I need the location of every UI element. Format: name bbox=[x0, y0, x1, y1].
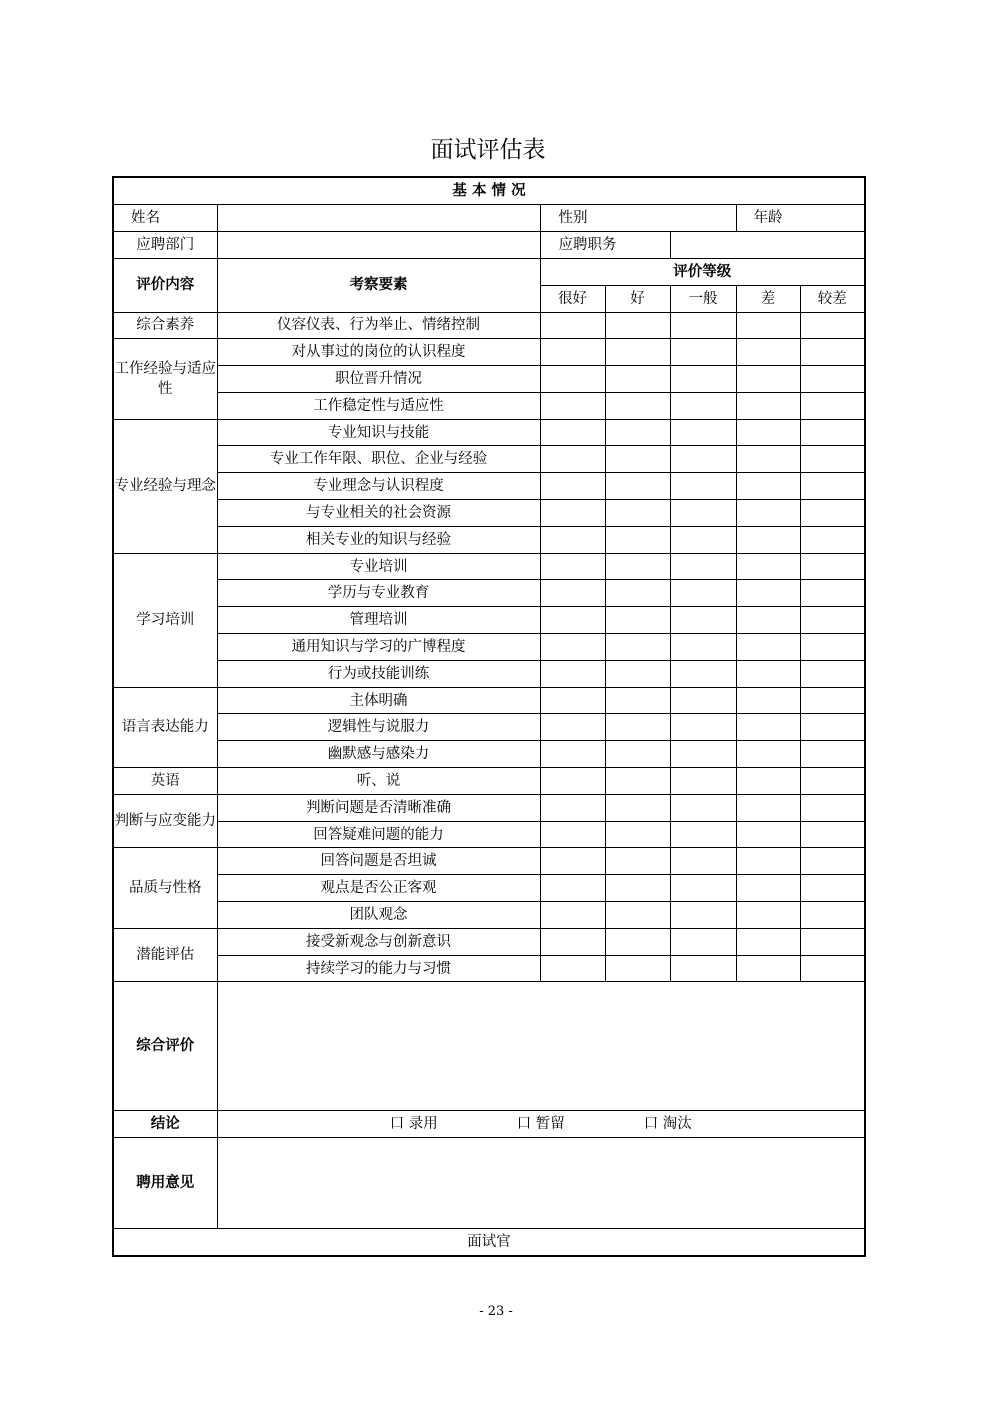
grade-cell-poor bbox=[736, 634, 800, 661]
grade-cell-very-good bbox=[540, 821, 605, 848]
grade-cell-poor bbox=[736, 339, 800, 366]
grade-cell-average bbox=[670, 473, 736, 500]
category-cell: 综合素养 bbox=[113, 312, 217, 339]
option-hold: 口 暂留 bbox=[516, 1116, 565, 1133]
grade-cell-very-good bbox=[540, 580, 605, 607]
factor-cell: 工作稳定性与适应性 bbox=[217, 392, 540, 419]
grade-cell-good bbox=[605, 500, 670, 527]
grade-cell-good bbox=[605, 714, 670, 741]
grade-cell-good bbox=[605, 660, 670, 687]
grade-cell-average bbox=[670, 500, 736, 527]
grade-cell-fairly-poor bbox=[800, 875, 865, 902]
category-cell: 语言表达能力 bbox=[113, 687, 217, 767]
grade-cell-very-good bbox=[540, 366, 605, 393]
grade-cell-fairly-poor bbox=[800, 419, 865, 446]
grade-cell-very-good bbox=[540, 902, 605, 929]
table-row bbox=[113, 928, 865, 955]
table-row bbox=[113, 392, 865, 419]
grade-cell-good bbox=[605, 473, 670, 500]
grade-header-fairly-poor: 较差 bbox=[800, 285, 865, 312]
grade-cell-average bbox=[670, 875, 736, 902]
grade-cell-average bbox=[670, 687, 736, 714]
grade-cell-very-good bbox=[540, 312, 605, 339]
grade-cell-average bbox=[670, 339, 736, 366]
table-row bbox=[113, 446, 865, 473]
name-label: 姓名 bbox=[113, 204, 217, 231]
category-cell: 英语 bbox=[113, 768, 217, 795]
grade-cell-poor bbox=[736, 741, 800, 768]
factor-cell: 团队观念 bbox=[217, 902, 540, 929]
table-row bbox=[113, 741, 865, 768]
option-reject: 口 淘汰 bbox=[643, 1116, 692, 1133]
factor-cell: 接受新观念与创新意识 bbox=[217, 928, 540, 955]
grade-cell-poor bbox=[736, 526, 800, 553]
grade-cell-good bbox=[605, 741, 670, 768]
hiring-opinion-row bbox=[113, 1138, 865, 1229]
grade-cell-fairly-poor bbox=[800, 500, 865, 527]
grade-cell-good bbox=[605, 634, 670, 661]
grade-cell-very-good bbox=[540, 955, 605, 982]
factor-cell: 学历与专业教育 bbox=[217, 580, 540, 607]
grade-cell-good bbox=[605, 312, 670, 339]
summary-value-cell bbox=[217, 982, 865, 1111]
table-row bbox=[113, 473, 865, 500]
factor-cell: 相关专业的知识与经验 bbox=[217, 526, 540, 553]
table-row bbox=[113, 687, 865, 714]
factor-cell: 职位晋升情况 bbox=[217, 366, 540, 393]
summary-label: 综合评价 bbox=[113, 982, 217, 1111]
factor-cell: 回答问题是否坦诚 bbox=[217, 848, 540, 875]
factor-cell: 专业知识与技能 bbox=[217, 419, 540, 446]
grade-cell-very-good bbox=[540, 526, 605, 553]
grade-cell-poor bbox=[736, 902, 800, 929]
grade-cell-good bbox=[605, 955, 670, 982]
grade-cell-very-good bbox=[540, 687, 605, 714]
category-cell: 潜能评估 bbox=[113, 928, 217, 982]
grade-cell-poor bbox=[736, 928, 800, 955]
grade-cell-fairly-poor bbox=[800, 687, 865, 714]
conclusion-row bbox=[113, 1111, 865, 1138]
grade-cell-fairly-poor bbox=[800, 955, 865, 982]
table-row bbox=[113, 634, 865, 661]
grade-cell-poor bbox=[736, 607, 800, 634]
table-row bbox=[113, 339, 865, 366]
grade-cell-very-good bbox=[540, 660, 605, 687]
grade-cell-fairly-poor bbox=[800, 392, 865, 419]
grade-cell-very-good bbox=[540, 848, 605, 875]
factor-cell: 幽默感与感染力 bbox=[217, 741, 540, 768]
grade-cell-poor bbox=[736, 553, 800, 580]
page-title: 面试评估表 bbox=[430, 137, 546, 163]
option-hire: 口 录用 bbox=[389, 1116, 438, 1133]
factor-cell: 听、说 bbox=[217, 768, 540, 795]
factor-cell: 专业培训 bbox=[217, 553, 540, 580]
grade-cell-fairly-poor bbox=[800, 634, 865, 661]
page-number: - 23 - bbox=[479, 1304, 513, 1319]
category-cell: 专业经验与理念 bbox=[113, 419, 217, 553]
grade-cell-very-good bbox=[540, 875, 605, 902]
conclusion-options bbox=[217, 1111, 865, 1138]
grade-cell-good bbox=[605, 339, 670, 366]
grade-cell-average bbox=[670, 794, 736, 821]
grade-cell-average bbox=[670, 714, 736, 741]
grade-cell-very-good bbox=[540, 607, 605, 634]
factor-cell: 持续学习的能力与习惯 bbox=[217, 955, 540, 982]
grade-cell-average bbox=[670, 634, 736, 661]
grade-cell-fairly-poor bbox=[800, 473, 865, 500]
grade-cell-good bbox=[605, 848, 670, 875]
grade-cell-poor bbox=[736, 794, 800, 821]
gender-label: 性别 bbox=[540, 204, 736, 231]
grade-cell-average bbox=[670, 392, 736, 419]
grade-cell-very-good bbox=[540, 392, 605, 419]
header-row-top bbox=[113, 258, 865, 285]
grade-cell-good bbox=[605, 768, 670, 795]
table-row bbox=[113, 902, 865, 929]
table-row bbox=[113, 660, 865, 687]
grade-cell-good bbox=[605, 607, 670, 634]
table-row bbox=[113, 848, 865, 875]
interviewer-label: 面试官 bbox=[113, 1229, 865, 1256]
category-cell: 学习培训 bbox=[113, 553, 217, 687]
department-row bbox=[113, 231, 865, 258]
grade-cell-poor bbox=[736, 848, 800, 875]
hiring-opinion-value-cell bbox=[217, 1138, 865, 1229]
grade-cell-fairly-poor bbox=[800, 794, 865, 821]
header-grade-label: 评价等级 bbox=[540, 258, 865, 285]
grade-cell-fairly-poor bbox=[800, 660, 865, 687]
basic-info-heading: 基 本 情 况 bbox=[113, 177, 865, 204]
factor-cell: 对从事过的岗位的认识程度 bbox=[217, 339, 540, 366]
interviewer-row bbox=[113, 1229, 865, 1256]
grade-cell-average bbox=[670, 848, 736, 875]
grade-cell-good bbox=[605, 419, 670, 446]
name-value-cell bbox=[217, 204, 540, 231]
grade-cell-very-good bbox=[540, 928, 605, 955]
factor-cell: 判断问题是否清晰准确 bbox=[217, 794, 540, 821]
grade-cell-fairly-poor bbox=[800, 714, 865, 741]
grade-cell-good bbox=[605, 526, 670, 553]
factor-cell: 观点是否公正客观 bbox=[217, 875, 540, 902]
grade-cell-fairly-poor bbox=[800, 928, 865, 955]
grade-cell-poor bbox=[736, 500, 800, 527]
grade-cell-fairly-poor bbox=[800, 446, 865, 473]
grade-cell-fairly-poor bbox=[800, 339, 865, 366]
age-label: 年龄 bbox=[736, 204, 865, 231]
factor-cell: 专业理念与认识程度 bbox=[217, 473, 540, 500]
department-label: 应聘部门 bbox=[113, 231, 217, 258]
table-row bbox=[113, 553, 865, 580]
conclusion-label: 结论 bbox=[113, 1111, 217, 1138]
table-row bbox=[113, 366, 865, 393]
grade-cell-average bbox=[670, 366, 736, 393]
grade-cell-good bbox=[605, 580, 670, 607]
grade-cell-average bbox=[670, 955, 736, 982]
factor-cell: 通用知识与学习的广博程度 bbox=[217, 634, 540, 661]
grade-cell-very-good bbox=[540, 634, 605, 661]
position-label: 应聘职务 bbox=[540, 231, 670, 258]
grade-header-very-good: 很好 bbox=[540, 285, 605, 312]
grade-cell-very-good bbox=[540, 714, 605, 741]
grade-cell-good bbox=[605, 821, 670, 848]
grade-cell-very-good bbox=[540, 339, 605, 366]
interview-evaluation-table bbox=[112, 176, 866, 1257]
grade-cell-fairly-poor bbox=[800, 821, 865, 848]
grade-cell-average bbox=[670, 607, 736, 634]
factor-cell: 主体明确 bbox=[217, 687, 540, 714]
grade-cell-fairly-poor bbox=[800, 848, 865, 875]
grade-cell-average bbox=[670, 419, 736, 446]
grade-cell-poor bbox=[736, 366, 800, 393]
grade-cell-good bbox=[605, 392, 670, 419]
grade-cell-poor bbox=[736, 392, 800, 419]
grade-cell-poor bbox=[736, 875, 800, 902]
grade-cell-fairly-poor bbox=[800, 580, 865, 607]
category-cell: 判断与应变能力 bbox=[113, 794, 217, 848]
grade-cell-average bbox=[670, 526, 736, 553]
summary-row bbox=[113, 982, 865, 1111]
grade-header-average: 一般 bbox=[670, 285, 736, 312]
grade-cell-good bbox=[605, 687, 670, 714]
table-row bbox=[113, 875, 865, 902]
table-row bbox=[113, 794, 865, 821]
grade-header-good: 好 bbox=[605, 285, 670, 312]
grade-cell-fairly-poor bbox=[800, 741, 865, 768]
factor-cell: 逻辑性与说服力 bbox=[217, 714, 540, 741]
grade-cell-average bbox=[670, 446, 736, 473]
grade-header-poor: 差 bbox=[736, 285, 800, 312]
grade-cell-good bbox=[605, 446, 670, 473]
grade-cell-poor bbox=[736, 660, 800, 687]
grade-cell-good bbox=[605, 366, 670, 393]
department-value-cell bbox=[217, 231, 540, 258]
grade-cell-average bbox=[670, 821, 736, 848]
grade-cell-very-good bbox=[540, 794, 605, 821]
factor-cell: 与专业相关的社会资源 bbox=[217, 500, 540, 527]
position-value-cell bbox=[670, 231, 865, 258]
grade-cell-poor bbox=[736, 687, 800, 714]
grade-cell-average bbox=[670, 928, 736, 955]
grade-cell-fairly-poor bbox=[800, 366, 865, 393]
grade-cell-fairly-poor bbox=[800, 312, 865, 339]
grade-cell-poor bbox=[736, 714, 800, 741]
grade-cell-very-good bbox=[540, 473, 605, 500]
grade-cell-very-good bbox=[540, 500, 605, 527]
grade-cell-average bbox=[670, 902, 736, 929]
grade-cell-fairly-poor bbox=[800, 553, 865, 580]
grade-cell-poor bbox=[736, 419, 800, 446]
factor-cell: 专业工作年限、职位、企业与经验 bbox=[217, 446, 540, 473]
factor-cell: 管理培训 bbox=[217, 607, 540, 634]
factor-cell: 仪容仪表、行为举止、情绪控制 bbox=[217, 312, 540, 339]
grade-cell-poor bbox=[736, 446, 800, 473]
grade-cell-good bbox=[605, 928, 670, 955]
table-row bbox=[113, 580, 865, 607]
grade-cell-very-good bbox=[540, 446, 605, 473]
grade-cell-very-good bbox=[540, 741, 605, 768]
grade-cell-fairly-poor bbox=[800, 526, 865, 553]
grade-cell-poor bbox=[736, 955, 800, 982]
category-cell: 品质与性格 bbox=[113, 848, 217, 928]
grade-cell-good bbox=[605, 794, 670, 821]
grade-cell-average bbox=[670, 580, 736, 607]
category-cell: 工作经验与适应性 bbox=[113, 339, 217, 419]
grade-cell-good bbox=[605, 553, 670, 580]
grade-cell-fairly-poor bbox=[800, 902, 865, 929]
grade-cell-average bbox=[670, 741, 736, 768]
grade-cell-average bbox=[670, 553, 736, 580]
factor-cell: 行为或技能训练 bbox=[217, 660, 540, 687]
table-row bbox=[113, 419, 865, 446]
factor-cell: 回答疑难问题的能力 bbox=[217, 821, 540, 848]
grade-cell-average bbox=[670, 312, 736, 339]
grade-cell-fairly-poor bbox=[800, 768, 865, 795]
grade-cell-very-good bbox=[540, 419, 605, 446]
grade-cell-poor bbox=[736, 580, 800, 607]
grade-cell-good bbox=[605, 875, 670, 902]
table-row bbox=[113, 526, 865, 553]
table-row bbox=[113, 714, 865, 741]
grade-cell-poor bbox=[736, 768, 800, 795]
grade-cell-very-good bbox=[540, 768, 605, 795]
header-factor-label: 考察要素 bbox=[217, 258, 540, 312]
grade-cell-average bbox=[670, 768, 736, 795]
name-row bbox=[113, 204, 865, 231]
table-row bbox=[113, 500, 865, 527]
grade-cell-poor bbox=[736, 821, 800, 848]
table-row bbox=[113, 312, 865, 339]
grade-cell-fairly-poor bbox=[800, 607, 865, 634]
table-row bbox=[113, 607, 865, 634]
hiring-opinion-label: 聘用意见 bbox=[113, 1138, 217, 1229]
grade-cell-poor bbox=[736, 473, 800, 500]
table-row bbox=[113, 955, 865, 982]
grade-cell-very-good bbox=[540, 553, 605, 580]
header-content-label: 评价内容 bbox=[113, 258, 217, 312]
grade-cell-good bbox=[605, 902, 670, 929]
table-row bbox=[113, 821, 865, 848]
basic-info-heading-row bbox=[113, 177, 865, 204]
grade-cell-poor bbox=[736, 312, 800, 339]
table-row bbox=[113, 768, 865, 795]
grade-cell-average bbox=[670, 660, 736, 687]
